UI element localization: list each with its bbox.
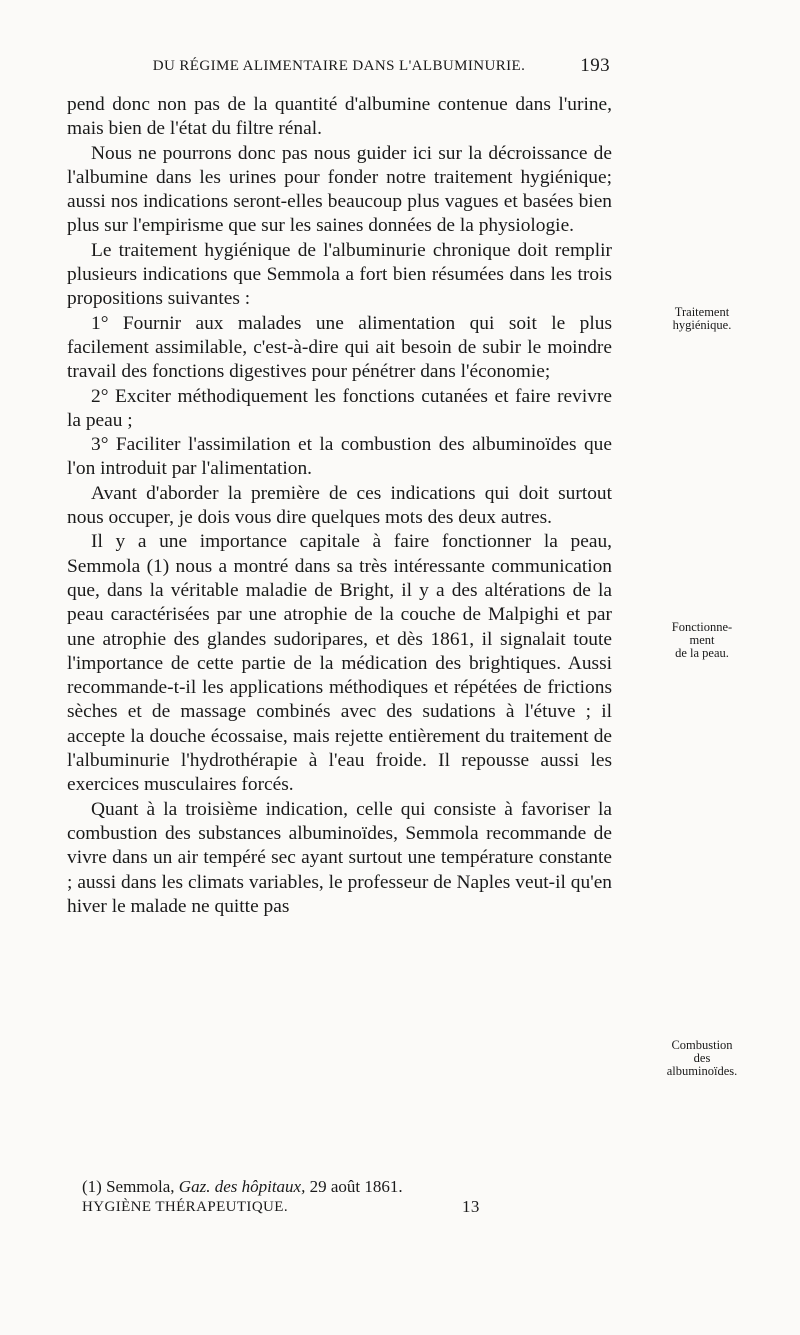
margin-note-line: Fonctionne- — [671, 620, 733, 634]
page-number: 193 — [580, 55, 610, 76]
margin-note-line: Traitement — [674, 305, 730, 319]
paragraph: pend donc non pas de la quantité d'albumine contenue dans l'urine, mais bien de l'état du filtre rénal. — [67, 94, 612, 140]
margin-note-line: hygiénique. — [672, 318, 732, 332]
paragraph: Quant à la troisième indication, celle qui consiste à favoriser la combustion des substances albuminoïdes, Semmola recommande de vivre dans un air tempéré sec ayant surtout une température constante ; aussi dans les climats variables, le professeur de Naples veut-il qu'en hiver le malade ne quitte pas — [67, 798, 612, 917]
paragraph: Nous ne pourrons donc pas nous guider ici sur la décroissance de l'albumine dans les urines pour fonder notre traitement hygiénique; aussi nos indications seront-elles beaucoup plus vagues et basées bien plus sur l'empirisme que sur les saines données de la physiologie. — [67, 142, 612, 237]
paragraph: Il y a une importance capitale à faire fonctionner la peau, Semmola (1) nous a montré dans sa très intéressante communication que, dans la véritable maladie de Bright, il y a des altérations de la peau caractérisées par une atrophie de la couche de Malpighi et par une atrophie des glandes sudoripares, et dès 1861, il signalait toute l'importance de cette partie de la médication des brightiques. Aussi recommande-t-il les applications méthodiques et répétées de frictions sèches et de massage combinés avec des sudations à l'étuve ; il accepte la douche écossaise, mais rejette entièrement du traitement de l'albuminurie l'hydrothérapie à l'eau froide. Il repousse aussi les exercices musculaires forcés. — [67, 531, 612, 796]
margin-note-fonctionnement — [627, 621, 777, 660]
margin-note-line: des — [693, 1051, 711, 1065]
margin-note-line: Combustion — [671, 1038, 733, 1052]
margin-note-traitement — [627, 306, 777, 332]
paragraph: 1° Fournir aux malades une alimentation qui soit le plus facilement assimilable, c'est-à-dire qui ait besoin de subir le moindre travail des fonctions digestives pour pénétrer dans l'économie; — [67, 312, 612, 383]
margin-note-line: de la peau. — [675, 646, 729, 660]
footnote-marker: (1) Semmola, — [82, 1177, 179, 1196]
margin-note-line: albuminoïdes. — [666, 1064, 738, 1078]
paragraph: Avant d'aborder la première de ces indications qui doit surtout nous occuper, je dois vous dire quelques mots des deux autres. — [67, 482, 612, 529]
paragraph: 3° Faciliter l'assimilation et la combustion des albuminoïdes que l'on introduit par l'alimentation. — [67, 434, 612, 480]
signature-number: 13 — [462, 1197, 480, 1216]
paragraph: Le traitement hygiénique de l'albuminurie chronique doit remplir plusieurs indications que Semmola a fort bien résumées dans les trois propositions suivantes : — [67, 239, 612, 310]
margin-note-combustion — [627, 1039, 777, 1078]
footnote — [82, 1177, 612, 1197]
margin-note-line: ment — [689, 633, 715, 647]
running-title: DU RÉGIME ALIMENTAIRE DANS L'ALBUMINURIE. — [152, 58, 526, 74]
footnote-source: Gaz. des hôpitaux, — [178, 1177, 306, 1196]
signature-text: HYGIÈNE THÉRAPEUTIQUE. — [82, 1199, 288, 1215]
footnote-date: 29 août 1861. — [305, 1177, 403, 1196]
signature-line — [82, 1197, 482, 1217]
paragraph: 2° Exciter méthodiquement les fonctions cutanées et faire revivre la peau ; — [67, 385, 612, 431]
body-text — [67, 93, 612, 919]
